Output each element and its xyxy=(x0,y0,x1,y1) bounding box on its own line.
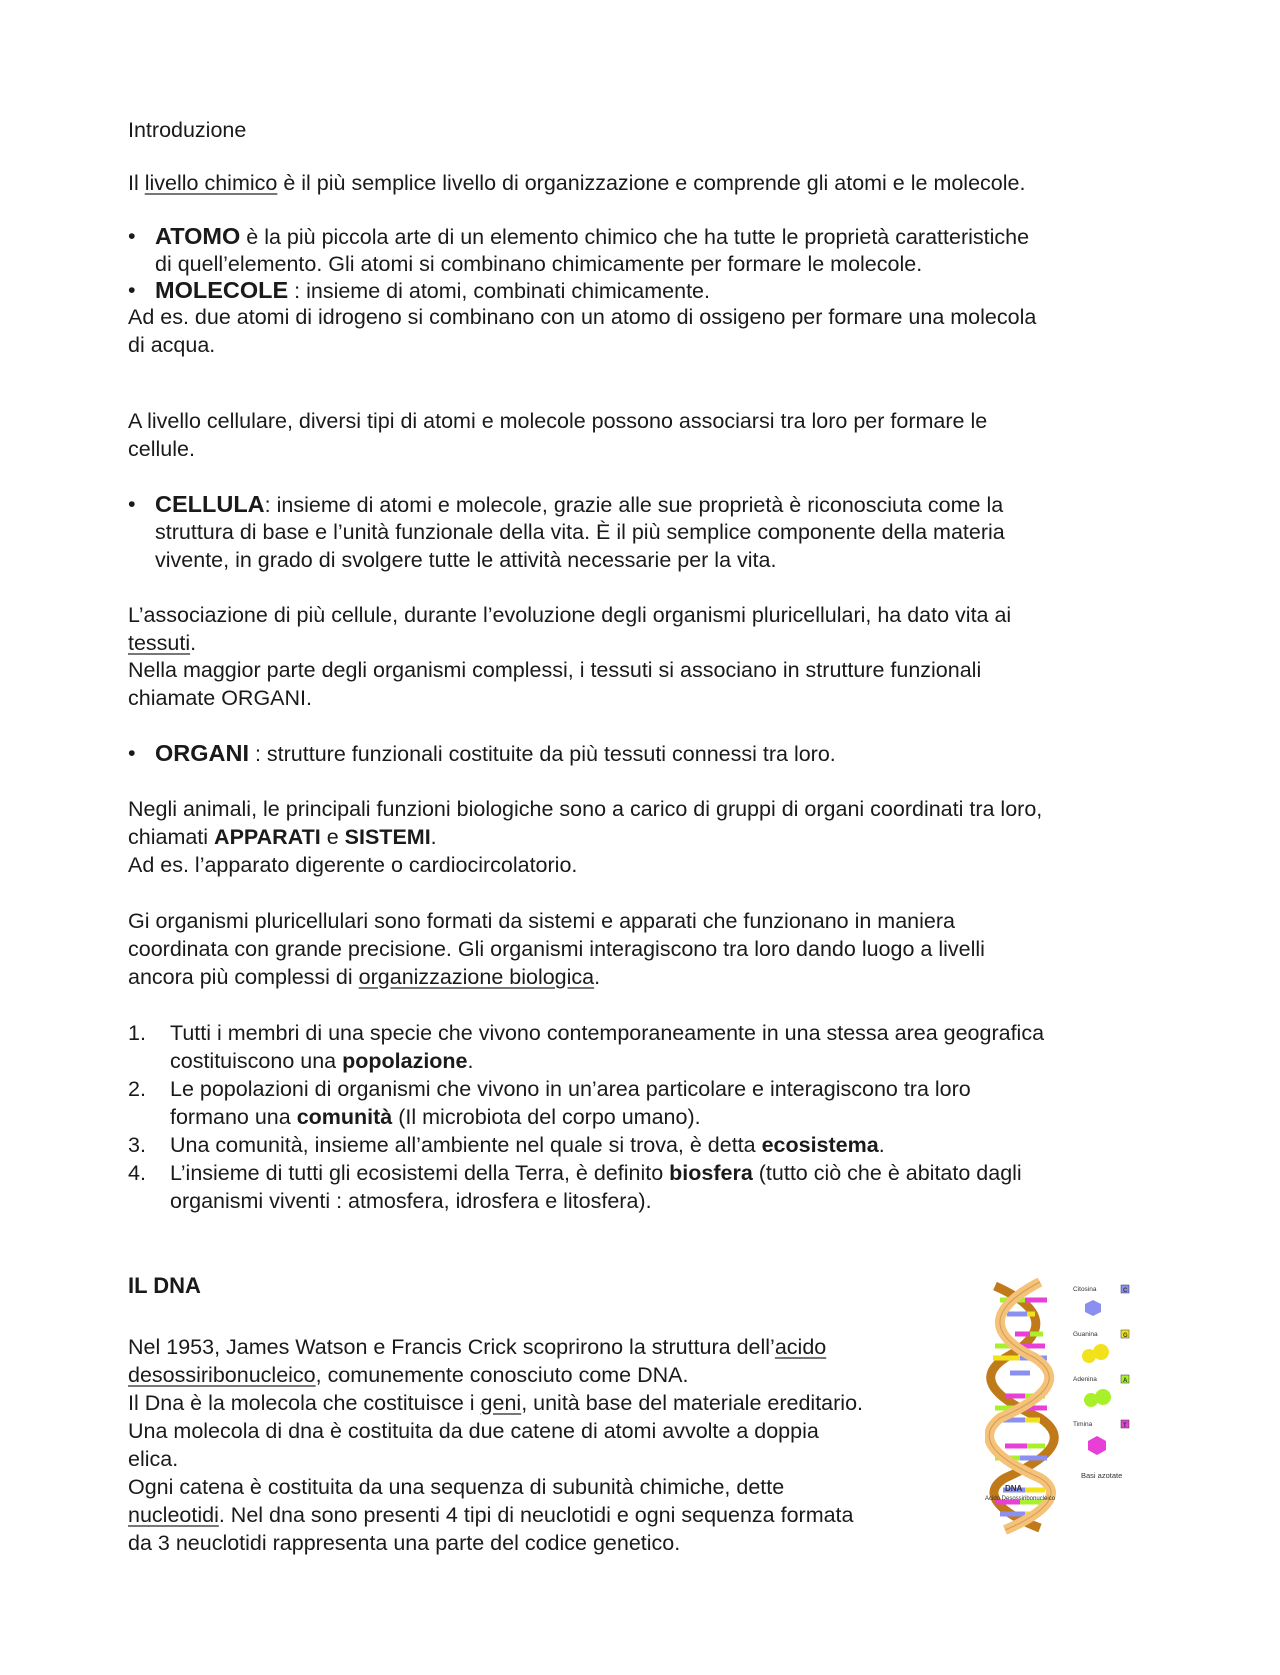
text: , comunemente conosciuto come DNA. xyxy=(315,1363,689,1387)
bullet-text-line: struttura di base e l’unità funzionale della vita. È il più semplice componente della materia xyxy=(155,520,1005,544)
list-number: 3. xyxy=(128,1133,146,1157)
svg-text:DNA: DNA xyxy=(1005,1484,1023,1493)
example-water-line1: Ad es. due atomi di idrogeno si combinano con un atomo di ossigeno per formare una molecola xyxy=(128,305,1037,329)
term-ecosistema: ecosistema xyxy=(761,1133,879,1157)
text: Il Dna è la molecola che costituisce i xyxy=(128,1391,481,1415)
list-number: 2. xyxy=(128,1077,146,1101)
section-title-dna: IL DNA xyxy=(128,1273,201,1298)
systems-line3: Ad es. l’apparato digerente o cardiocircolatorio. xyxy=(128,853,578,877)
svg-text:C: C xyxy=(1123,1288,1128,1294)
list-text: Tutti i membri di una specie che vivono contemporaneamente in una stessa area geografica xyxy=(170,1021,1045,1045)
dna-line2 xyxy=(128,1361,688,1389)
svg-text:T: T xyxy=(1123,1423,1127,1429)
text: è il più semplice livello di organizzazione e comprende gli atomi e le molecole. xyxy=(277,171,1026,195)
term-atomo: ATOMO xyxy=(155,223,241,249)
dna-line1 xyxy=(128,1333,826,1361)
term-molecole: MOLECOLE xyxy=(155,277,289,303)
tissues-line1: L’associazione di più cellule, durante l’evoluzione degli organismi pluricellulari, ha dato vita ai xyxy=(128,603,1012,627)
text: è la più piccola arte di un elemento chimico che ha tutte le proprietà caratteristiche xyxy=(240,225,1030,249)
text: costituiscono una xyxy=(170,1049,343,1073)
text: ancora più complessi di xyxy=(128,965,359,989)
cell-level-line2: cellule. xyxy=(128,437,195,461)
text: : insieme di atomi e molecole, grazie alle sue proprietà è riconosciuta come la xyxy=(264,493,1004,517)
bullet-icon: • xyxy=(128,492,136,516)
text: . xyxy=(430,825,437,849)
text: . xyxy=(190,631,197,655)
svg-text:Adenina: Adenina xyxy=(1073,1376,1097,1383)
list-text xyxy=(170,1047,474,1075)
tissues-line2 xyxy=(128,629,196,657)
list-number: 4. xyxy=(128,1161,146,1185)
link-livello-chimico[interactable]: livello chimico xyxy=(144,171,278,195)
term-comunita: comunità xyxy=(296,1105,393,1129)
list-text xyxy=(170,1103,701,1131)
link-nucleotidi[interactable]: nucleotidi xyxy=(128,1503,219,1527)
bullet-text xyxy=(155,222,1029,251)
term-apparati: APPARATI xyxy=(214,825,321,849)
term-organi: ORGANI xyxy=(155,740,249,766)
term-biosfera: biosfera xyxy=(669,1161,753,1185)
list-text xyxy=(170,1131,885,1159)
bullet-icon: • xyxy=(128,278,136,302)
text: Nel 1953, James Watson e Francis Crick scoprirono la struttura dell’ xyxy=(128,1335,775,1359)
list-number: 1. xyxy=(128,1021,146,1045)
text: (Il microbiota del corpo umano). xyxy=(392,1105,701,1129)
text: : strutture funzionali costituite da più tessuti connessi tra loro. xyxy=(249,742,836,766)
bullet-text xyxy=(155,490,1003,519)
bullet-text xyxy=(155,276,710,305)
bullet-icon: • xyxy=(128,224,136,248)
term-sistemi: SISTEMI xyxy=(344,825,431,849)
dna-figure xyxy=(985,1278,1160,1540)
text: formano una xyxy=(170,1105,297,1129)
section-title-intro: Introduzione xyxy=(128,118,247,142)
text: . xyxy=(467,1049,474,1073)
list-text: organismi viventi : atmosfera, idrosfera e litosfera). xyxy=(170,1189,652,1213)
cell-level-line1: A livello cellulare, diversi tipi di atomi e molecole possono associarsi tra loro per formare le xyxy=(128,409,988,433)
example-water-line2: di acqua. xyxy=(128,333,216,357)
text: : insieme di atomi, combinati chimicamente. xyxy=(288,279,710,303)
list-text xyxy=(170,1159,1022,1187)
svg-text:Timina: Timina xyxy=(1073,1421,1093,1428)
term-popolazione: popolazione xyxy=(342,1049,468,1073)
dna-line7 xyxy=(128,1501,854,1529)
text: (tutto ciò che è abitato dagli xyxy=(752,1161,1022,1185)
text: Una comunità, insieme all’ambiente nel quale si trova, è detta xyxy=(170,1133,762,1157)
text: . xyxy=(878,1133,885,1157)
list-text: Le popolazioni di organismi che vivono in un’area particolare e interagiscono tra loro xyxy=(170,1077,971,1101)
dna-line3 xyxy=(128,1389,863,1417)
dna-line6: Ogni catena è costituita da una sequenza di subunità chimiche, dette xyxy=(128,1475,785,1499)
dna-line5: elica. xyxy=(128,1447,179,1471)
systems-line2 xyxy=(128,823,437,851)
base-label-citosina: Citosina xyxy=(1073,1286,1097,1293)
text: . Nel dna sono presenti 4 tipi di neuclotidi e ogni sequenza formata xyxy=(218,1503,854,1527)
link-acido-desossiribonucleico[interactable]: acido xyxy=(774,1335,827,1359)
link-geni[interactable]: geni xyxy=(480,1391,522,1415)
organs-intro-line2: chiamate ORGANI. xyxy=(128,686,312,710)
svg-text:G: G xyxy=(1123,1333,1128,1339)
text: Il xyxy=(128,171,145,195)
text: e xyxy=(320,825,345,849)
dna-double-helix-illustration xyxy=(985,1278,1160,1540)
link-acido-desossiribonucleico[interactable]: desossiribonucleico xyxy=(128,1363,316,1387)
bullet-text-line: vivente, in grado di svolgere tutte le attività necessarie per la vita. xyxy=(155,548,777,572)
systems-line1: Negli animali, le principali funzioni biologiche sono a carico di gruppi di organi coordinati tra loro, xyxy=(128,797,1043,821)
bullet-icon: • xyxy=(128,741,136,765)
organs-intro-line1: Nella maggior parte degli organismi complessi, i tessuti si associano in strutture funzionali xyxy=(128,658,982,682)
text: L’insieme di tutti gli ecosistemi della Terra, è definito xyxy=(170,1161,670,1185)
dna-line4: Una molecola di dna è costituita da due catene di atomi avvolte a doppia xyxy=(128,1419,819,1443)
link-tessuti[interactable]: tessuti xyxy=(128,631,191,655)
paragraph-chemical-level xyxy=(128,169,1025,197)
svg-text:A: A xyxy=(1123,1378,1128,1384)
svg-text:Guanina: Guanina xyxy=(1073,1331,1098,1338)
pluricellular-line2: coordinata con grande precisione. Gli organismi interagiscono tra loro dando luogo a livelli xyxy=(128,937,985,961)
bullet-text xyxy=(155,739,836,768)
link-organizzazione-biologica[interactable]: organizzazione biologica xyxy=(358,965,595,989)
text: chiamati xyxy=(128,825,215,849)
dna-line8: da 3 neuclotidi rappresenta una parte del codice genetico. xyxy=(128,1531,681,1555)
bullet-text-line: di quell’elemento. Gli atomi si combinano chimicamente per formare le molecole. xyxy=(155,252,923,276)
svg-text:Basi azotate: Basi azotate xyxy=(1081,1471,1123,1480)
svg-text:Acido Desossiribonucleico: Acido Desossiribonucleico xyxy=(985,1496,1056,1502)
text: . xyxy=(594,965,601,989)
pluricellular-line1: Gi organismi pluricellulari sono formati da sistemi e apparati che funzionano in maniera xyxy=(128,909,955,933)
text: , unità base del materiale ereditario. xyxy=(521,1391,863,1415)
term-cellula: CELLULA xyxy=(155,491,265,517)
pluricellular-line3 xyxy=(128,963,600,991)
